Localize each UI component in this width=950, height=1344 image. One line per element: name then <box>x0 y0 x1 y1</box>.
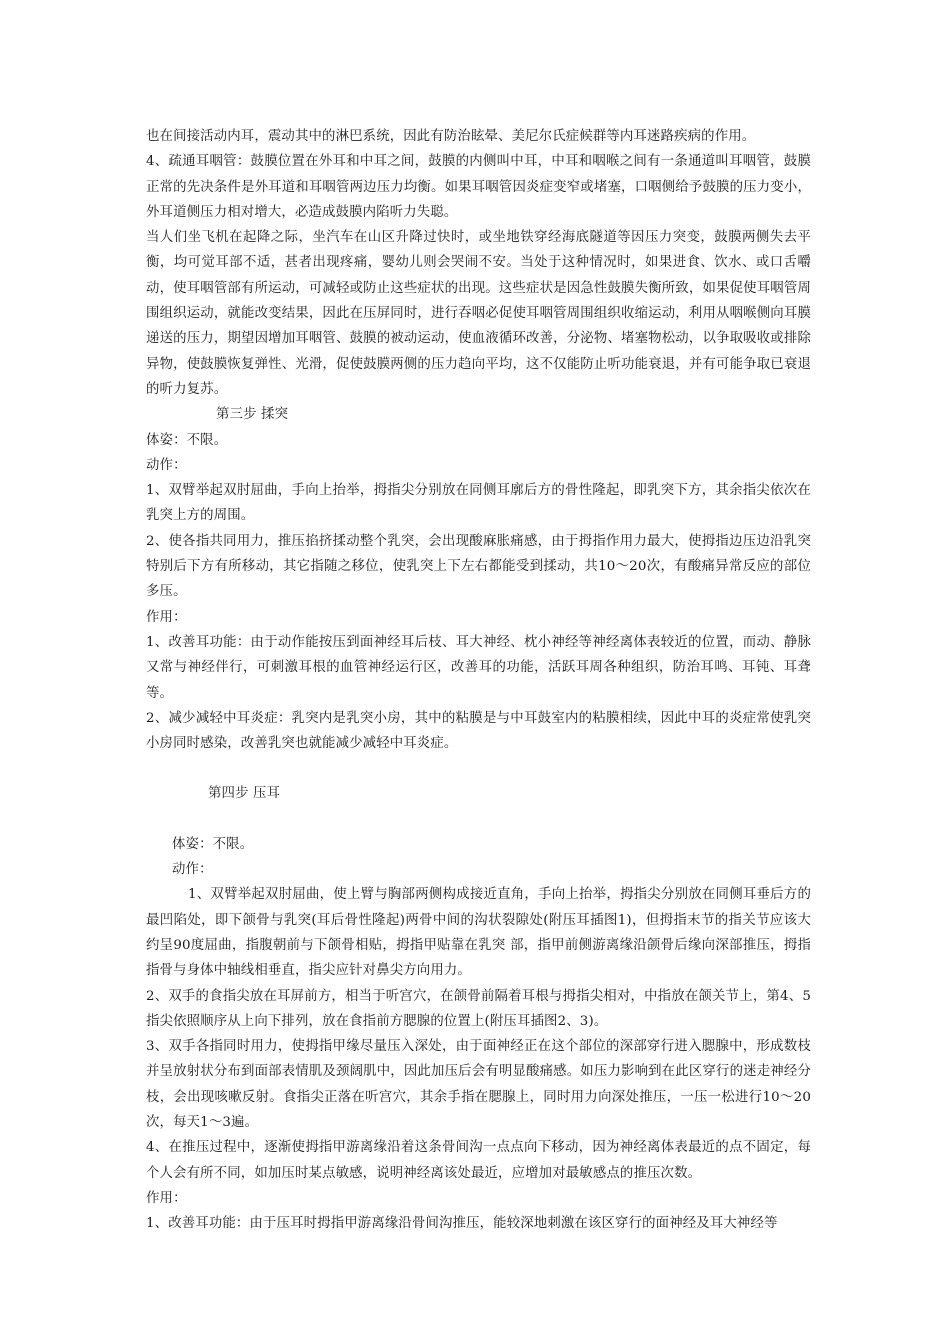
step-4-action-label: 动作： <box>172 862 213 878</box>
step-4-action-4: 4、在推压过程中，逐渐使拇指甲游离缘沿着这条骨间沟一点点向下移动，因为神经离体表最近的点不固定，每个人会有所不同，如加压时某点敏感，说明神经离该处最近，应增加对最敏感点的推压次数。 <box>146 1140 811 1181</box>
document-page <box>146 124 811 1236</box>
step-3-action-1: 1、双臂举起双肘屈曲，手向上抬举，拇指尖分别放在同侧耳廓后方的骨性隆起，即乳突下方，其余指尖依次在乳突上方的周围。 <box>146 483 811 524</box>
step-3-action-2: 2、使各指共同用力，推压掐挤揉动整个乳突，会出现酸麻胀痛感，由于拇指作用力最大，使拇指边压边沿乳突特别后下方有所移动，其它指随之移位，使乳突上下左右都能受到揉动，共10～20次，有酸痛异常反应的部位多压。 <box>146 533 811 600</box>
step-3-action-label: 动作： <box>146 457 187 473</box>
step-3-effect-1: 1、改善耳功能：由于动作能按压到面神经耳后枝、耳大神经、枕小神经等神经离体表较近的位置，而动、静脉又常与神经伴行，可刺激耳根的血管神经运行区，改善耳的功能，活跃耳周各种组织，防治耳鸣、耳钝、耳聋等。 <box>146 634 811 701</box>
step-4-effect-1: 1、改善耳功能：由于压耳时拇指甲游离缘沿骨间沟推压，能较深地刺激在该区穿行的面神经及耳大神经等 <box>146 1216 778 1232</box>
paragraph-inner-ear: 也在间接活动内耳，震动其中的淋巴系统，因此有防治眩晕、美尼尔氏症候群等内耳迷路疾病的作用。 <box>146 129 756 144</box>
step-3-posture: 体姿：不限。 <box>146 432 228 448</box>
step-4-action-1: 1、双臂举起双肘屈曲，使上臂与胸部两侧构成接近直角，手向上抬举，拇指尖分别放在同侧耳垂后方的最凹陷处，即下颌骨与乳突(耳后骨性隆起)两骨中间的沟状裂隙处(附压耳插图1)，但拇指末节的指关节应该大约呈90度屈曲，指腹朝前与下颌骨相贴，拇指甲贴靠在乳突 部，指甲前侧游离缘沿颌骨后缘向深部推压，拇指指骨与身体中轴线相垂直，指尖应针对鼻尖方向用力。 <box>146 887 811 979</box>
heading-step-3: 第三步 揉突 <box>216 407 289 423</box>
step-4-action-2: 2、双手的食指尖放在耳屏前方，相当于听宫穴，在颌骨前隔着耳根与拇指尖相对，中指放在颌关节上，第4、5指尖依照顺序从上向下排列，放在食指前方腮腺的位置上(附压耳插图2、3)。 <box>146 988 811 1029</box>
paragraph-eustachian-tube: 4、疏通耳咽管：鼓膜位置在外耳和中耳之间，鼓膜的内侧叫中耳，中耳和咽喉之间有一条通道叫耳咽管，鼓膜正常的先决条件是外耳道和耳咽管两边压力均衡。如果耳咽管因炎症变窄或堵塞，口咽侧给予鼓膜的压力变小，外耳道侧压力相对增大，必造成鼓膜内陷听力失聪。 <box>146 154 811 220</box>
step-4-effect-label: 作用： <box>146 1190 187 1206</box>
step-4-action-3: 3、双手各指同时用力，使拇指甲缘尽量压入深处，由于面神经正在这个部位的深部穿行进入腮腺中，形成数枝并呈放射状分布到面部表情肌及颈阔肌中，因此加压后会有明显酸痛感。如压力影响到在此区穿行的迷走神经分枝，会出现咳嗽反射。食指尖正落在听宫穴，其余手指在腮腺上，同时用力向深处推压，一压一松进行10～20次，每天1～3遍。 <box>146 1039 811 1130</box>
paragraph-pressure-change: 当人们坐飞机在起降之际，坐汽车在山区升降过快时，或坐地铁穿经海底隧道等因压力突变，鼓膜两侧失去平衡，均可觉耳部不适，甚者出现疼痛，婴幼儿则会哭闹不安。当处于这种情况时，如果进食、饮水、或口舌嚼动，使耳咽管部有所运动，可减轻或防止这些症状的出现。这些症状是因急性鼓膜失衡所致，如果促使耳咽管周围组织运动，就能改变结果，因此在压屏同时，进行吞咽必促使耳咽管周围组织收缩运动，利用从咽喉侧向耳膜递送的压力，期望因增加耳咽管、鼓膜的被动运动，使血液循环改善，分泌物、堵塞物松动，以争取吸收或排除异物，使鼓膜恢复弹性、光滑，促使鼓膜两侧的压力趋向平均，这不仅能防止听功能衰退，并有可能争取已衰退的听力复苏。 <box>146 230 811 397</box>
step-3-effect-label: 作用： <box>146 609 187 625</box>
step-4-posture: 体姿：不限。 <box>172 836 254 852</box>
step-3-effect-2: 2、减少减轻中耳炎症：乳突内是乳突小房，其中的粘膜是与中耳鼓室内的粘膜相续，因此中耳的炎症常使乳突小房同时感染，改善乳突也就能减少减轻中耳炎症。 <box>146 710 811 752</box>
heading-step-4: 第四步 压耳 <box>208 786 281 802</box>
